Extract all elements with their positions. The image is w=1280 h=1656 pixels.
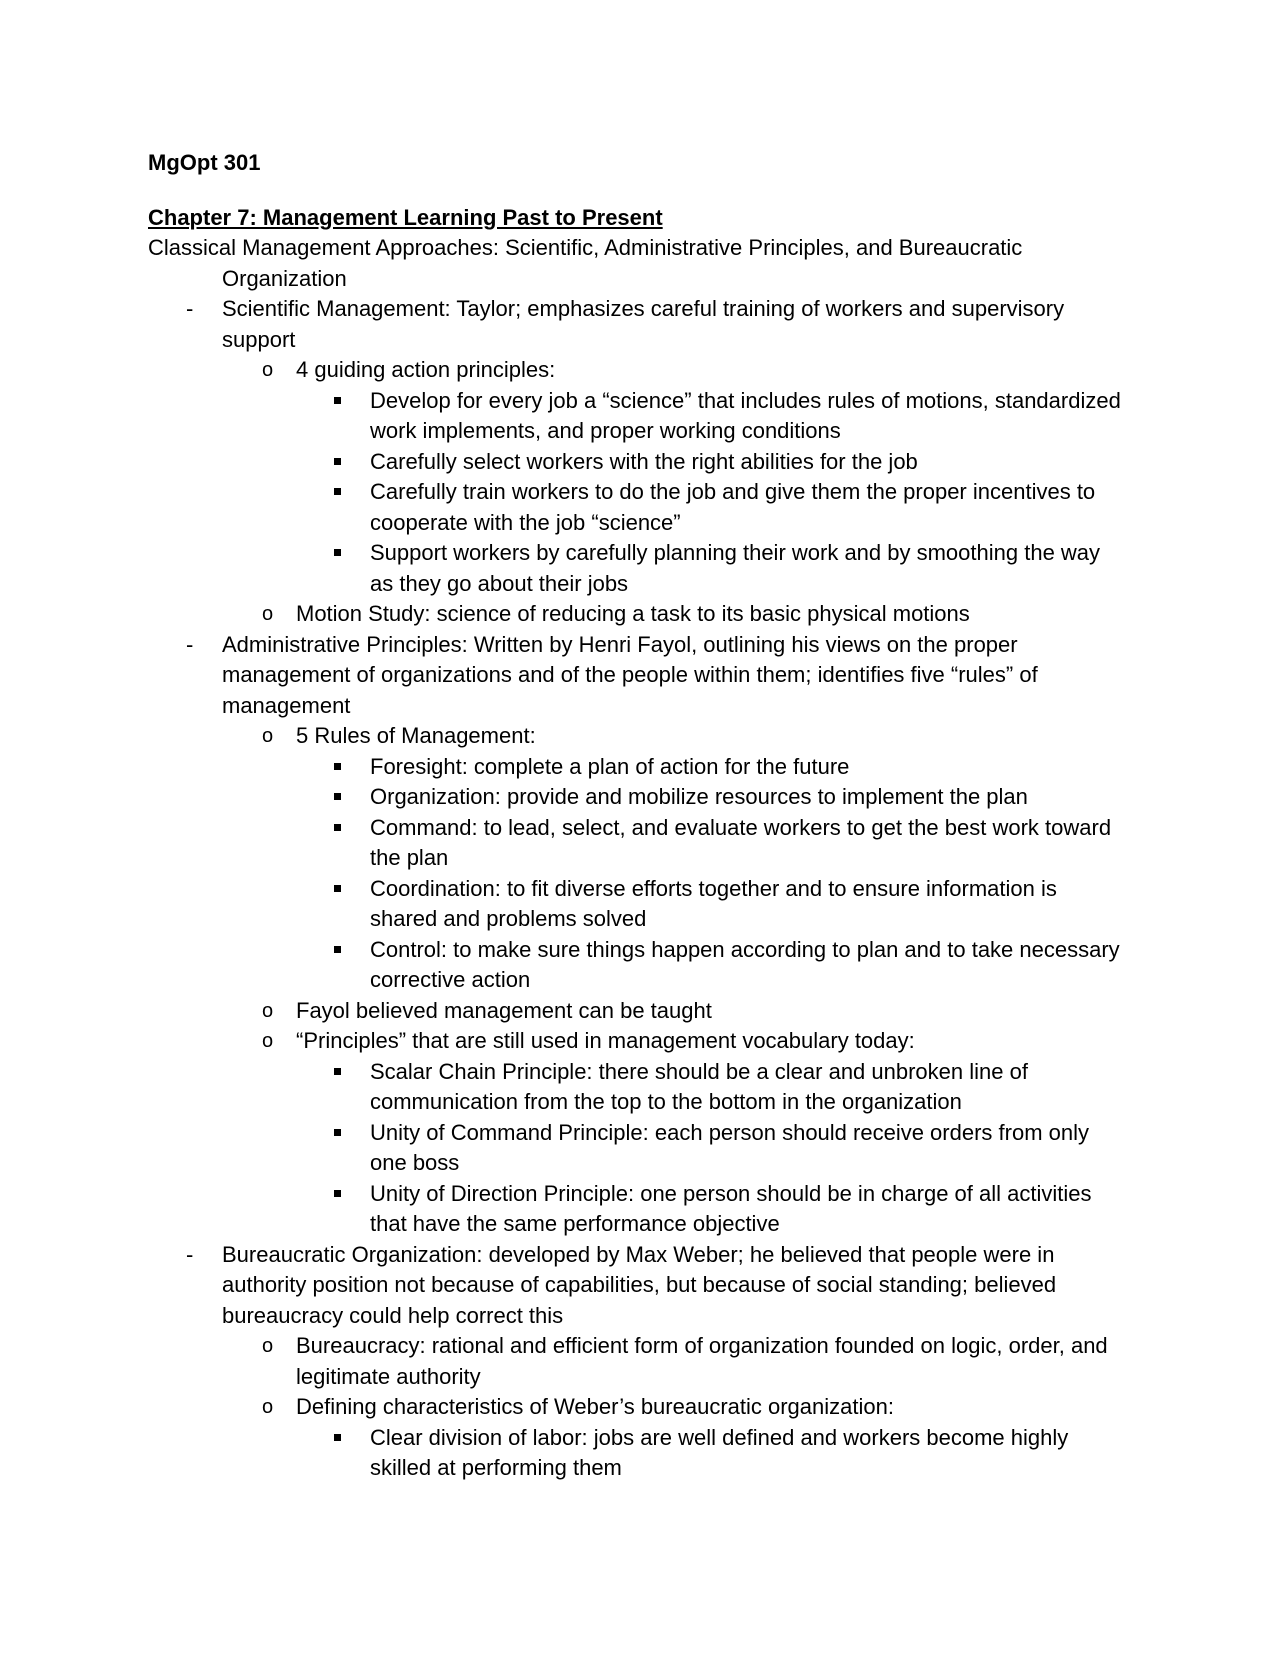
dash-bullet: - (186, 631, 194, 657)
square-bullet-icon (334, 793, 341, 800)
square-bullet-icon (334, 885, 341, 892)
list-item-fayol-taught (148, 996, 1128, 1027)
dash-bullet: - (186, 1241, 194, 1267)
list-item (148, 935, 1128, 996)
principle-text: Unity of Command Principle: each person should receive orders from only one boss (370, 1119, 1089, 1175)
square-bullet-icon (334, 458, 341, 465)
circle-bullet: o (262, 603, 274, 625)
fayol-taught-text: Fayol believed management can be taught (296, 997, 712, 1023)
list-item-rules-heading (148, 721, 1128, 752)
principle-text: Carefully train workers to do the job and give them the proper incentives to cooperate with the job “science” (370, 479, 1096, 535)
list-item (148, 1179, 1128, 1240)
list-item-bureaucratic (148, 1240, 1128, 1332)
rule-text: Coordination: to fit diverse efforts together and to ensure information is shared and problems solved (370, 875, 1057, 931)
list-item-motion-study (148, 599, 1128, 630)
bureaucracy-definition: Bureaucracy: rational and efficient form of organization founded on logic, order, and legitimate authority (296, 1333, 1108, 1389)
principles-heading: “Principles” that are still used in management vocabulary today: (296, 1028, 915, 1053)
list-item (148, 386, 1128, 447)
square-bullet-icon (334, 763, 341, 770)
course-title: MgOpt 301 (148, 150, 261, 175)
principle-text: Scalar Chain Principle: there should be a clear and unbroken line of communication from the top to the bottom in the organization (370, 1058, 1028, 1114)
square-bullet-icon (334, 1068, 341, 1075)
bureaucratic-text: Bureaucratic Organization: developed by Max Weber; he believed that people were in authority position not because of capabilities, but because of social standing; believed bureaucracy could help correct this (222, 1241, 1057, 1328)
principle-text: Support workers by carefully planning their work and by smoothing the way as they go about their jobs (370, 540, 1101, 596)
rule-text: Control: to make sure things happen according to plan and to take necessary corrective action (370, 936, 1120, 992)
list-item-guiding-principles (148, 355, 1128, 386)
list-item-characteristics-heading (148, 1392, 1128, 1423)
rule-text: Command: to lead, select, and evaluate workers to get the best work toward the plan (370, 814, 1112, 870)
principle-text: Carefully select workers with the right abilities for the job (370, 448, 918, 474)
square-bullet-icon (334, 549, 341, 556)
circle-bullet: o (262, 1335, 274, 1357)
principle-text: Develop for every job a “science” that includes rules of motions, standardized work implements, and proper working conditions (370, 387, 1121, 443)
square-bullet-icon (334, 1190, 341, 1197)
circle-bullet: o (262, 1396, 274, 1418)
principle-text: Unity of Direction Principle: one person should be in charge of all activities that have the same performance objective (370, 1180, 1092, 1236)
circle-bullet: o (262, 725, 274, 747)
list-item (148, 1057, 1128, 1118)
list-item-administrative (148, 630, 1128, 722)
square-bullet-icon (334, 824, 341, 831)
scientific-text: Scientific Management: Taylor; emphasizes careful training of workers and supervisory support (222, 296, 1065, 352)
list-item-scientific (148, 294, 1128, 355)
rule-text: Organization: provide and mobilize resources to implement the plan (370, 784, 1028, 809)
characteristics-heading: Defining characteristics of Weber’s bureaucratic organization: (296, 1394, 894, 1419)
list-item (148, 1118, 1128, 1179)
square-bullet-icon (334, 946, 341, 953)
list-item-bureaucracy-definition (148, 1331, 1128, 1392)
characteristic-text: Clear division of labor: jobs are well defined and workers become highly skilled at performing them (370, 1424, 1069, 1480)
square-bullet-icon (334, 1434, 341, 1441)
intro-paragraph: Classical Management Approaches: Scientific, Administrative Principles, and Bureaucratic Organization (148, 235, 1023, 291)
motion-study-text: Motion Study: science of reducing a task to its basic physical motions (296, 601, 970, 626)
circle-bullet: o (262, 359, 274, 381)
circle-bullet: o (262, 999, 274, 1022)
list-item (148, 813, 1128, 874)
list-item (148, 874, 1128, 935)
document-page (148, 148, 1128, 1484)
rules-heading: 5 Rules of Management: (296, 723, 536, 748)
list-item (148, 782, 1128, 813)
circle-bullet: o (262, 1030, 274, 1052)
guiding-principles-heading: 4 guiding action principles: (296, 357, 556, 382)
list-item (148, 752, 1128, 783)
list-item (148, 538, 1128, 599)
square-bullet-icon (334, 488, 341, 495)
rule-text: Foresight: complete a plan of action for the future (370, 753, 850, 779)
dash-bullet: - (186, 296, 194, 321)
list-item (148, 447, 1128, 478)
square-bullet-icon (334, 1129, 341, 1136)
list-item (148, 1423, 1128, 1484)
square-bullet-icon (334, 397, 341, 404)
administrative-text: Administrative Principles: Written by Henri Fayol, outlining his views on the proper management of organizations and of the people within them; identifies five “rules” of management (222, 631, 1038, 718)
list-item-principles-heading (148, 1026, 1128, 1057)
chapter-heading: Chapter 7: Management Learning Past to Present (148, 204, 663, 230)
list-item (148, 477, 1128, 538)
